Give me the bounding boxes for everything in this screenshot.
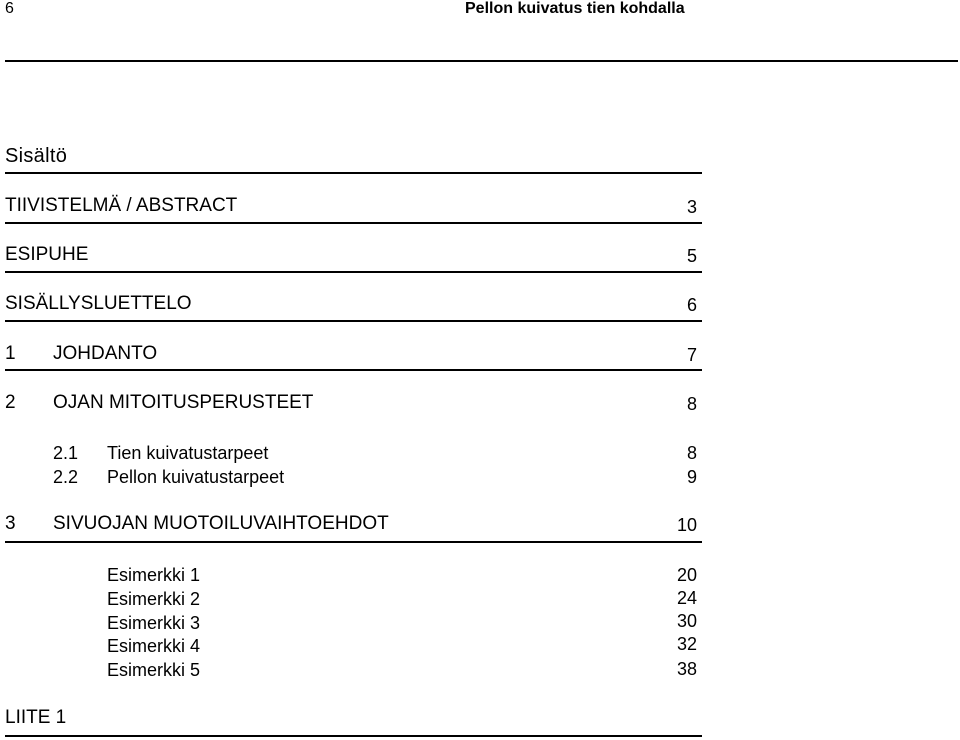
toc-entry-number: 3 [5, 513, 16, 534]
toc-entry-page: 7 [686, 345, 697, 365]
toc-subentry-title: Tien kuivatustarpeet [107, 443, 269, 463]
toc-example-title: Esimerkki 1 [107, 565, 201, 585]
toc-example-title: Esimerkki 2 [107, 589, 201, 609]
toc-entry-number: 1 [5, 343, 16, 364]
toc-example-page: 24 [676, 588, 697, 608]
toc-heading: Sisältö [5, 145, 68, 167]
divider [5, 320, 702, 322]
toc-example-page: 20 [676, 565, 697, 585]
toc-example-title: Esimerkki 3 [107, 613, 201, 633]
toc-entry-page: 6 [686, 295, 697, 315]
divider [5, 541, 702, 543]
toc-example-page: 38 [676, 659, 697, 679]
toc-subentry-page: 8 [686, 443, 697, 463]
toc-example-page: 32 [676, 634, 697, 654]
divider [5, 369, 702, 371]
toc-entry-page: 8 [686, 394, 697, 414]
divider [5, 172, 702, 174]
toc-entry-page: 10 [676, 515, 697, 535]
running-title: Pellon kuivatus tien kohdalla [465, 0, 685, 17]
toc-subentry-title: Pellon kuivatustarpeet [107, 467, 285, 487]
toc-subentry-number: 2.2 [53, 467, 79, 487]
toc-appendix: LIITE 1 [5, 707, 67, 728]
toc-example-title: Esimerkki 4 [107, 636, 201, 656]
toc-entry-title: JOHDANTO [53, 343, 158, 364]
page-number: 6 [5, 0, 14, 17]
divider [5, 271, 702, 273]
toc-entry-page: 5 [686, 246, 697, 266]
toc-entry-number: 2 [5, 392, 16, 413]
toc-entry-title: OJAN MITOITUSPERUSTEET [53, 392, 314, 413]
toc-entry-title: ESIPUHE [5, 244, 89, 265]
toc-entry-title: TIIVISTELMÄ / ABSTRACT [5, 195, 238, 216]
toc-subentry-number: 2.1 [53, 443, 79, 463]
divider [5, 222, 702, 224]
toc-entry-title: SISÄLLYSLUETTELO [5, 293, 192, 314]
toc-entry-title: SIVUOJAN MUOTOILUVAIHTOEHDOT [53, 513, 389, 534]
toc-example-page: 30 [676, 611, 697, 631]
header-rule [5, 60, 958, 62]
toc-entry-page: 3 [686, 197, 697, 217]
divider [5, 735, 702, 737]
toc-example-title: Esimerkki 5 [107, 660, 201, 680]
toc-subentry-page: 9 [686, 467, 697, 487]
